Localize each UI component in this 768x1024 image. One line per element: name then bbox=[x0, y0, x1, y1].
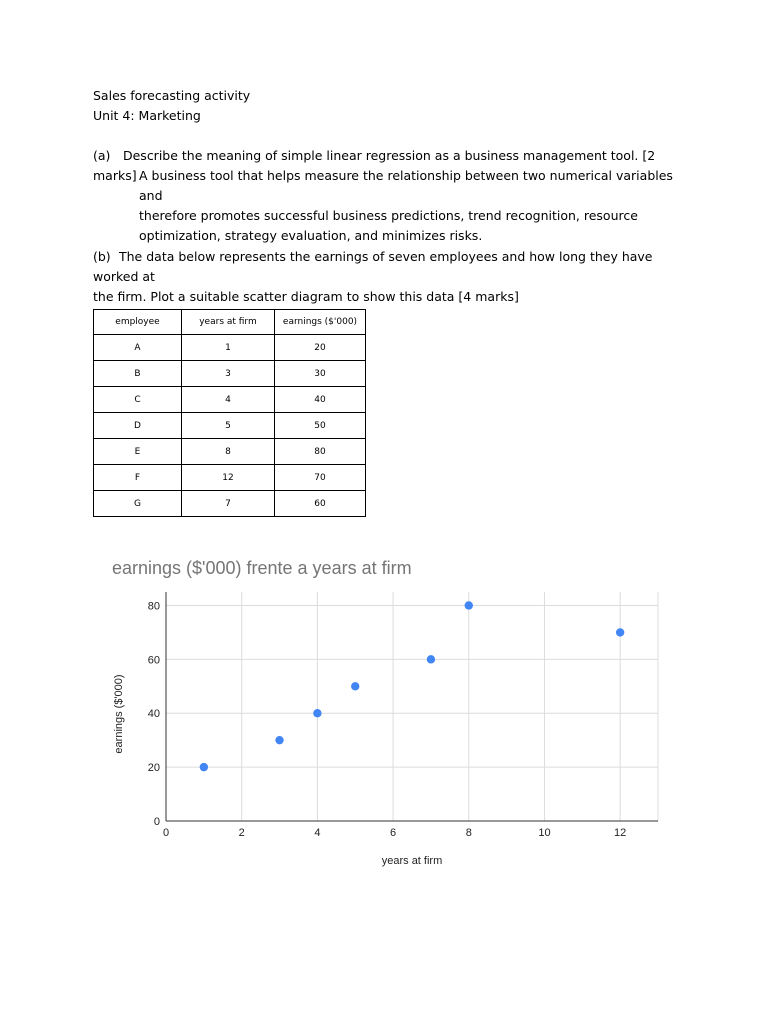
scatter-chart bbox=[0, 540, 768, 880]
table-cell: 30 bbox=[275, 361, 366, 387]
table-cell: E bbox=[94, 439, 182, 465]
table-cell: F bbox=[94, 465, 182, 491]
table-cell: 3 bbox=[182, 361, 275, 387]
answer-line: optimization, strategy evaluation, and minimizes risks. bbox=[139, 228, 483, 243]
x-tick-label: 8 bbox=[465, 827, 472, 839]
table-cell: C bbox=[94, 387, 182, 413]
x-tick-label: 4 bbox=[314, 827, 321, 839]
data-point bbox=[275, 736, 283, 744]
y-tick-labels bbox=[148, 600, 160, 828]
table-row bbox=[94, 387, 366, 413]
y-tick-label: 20 bbox=[147, 762, 160, 775]
x-tick-label: 0 bbox=[162, 827, 170, 839]
table-row bbox=[94, 413, 366, 439]
data-point bbox=[313, 709, 321, 717]
y-tick-label: 80 bbox=[147, 600, 160, 613]
data-table bbox=[93, 309, 366, 517]
question-a-label: (a) bbox=[93, 148, 111, 163]
table-cell: 7 bbox=[182, 491, 275, 517]
table-cell: B bbox=[94, 361, 182, 387]
table-cell: 40 bbox=[275, 387, 366, 413]
x-tick-label: 10 bbox=[538, 827, 551, 839]
chart-title: earnings ($'000) frente a years at firm bbox=[112, 558, 412, 578]
table-cell: 4 bbox=[182, 387, 275, 413]
table-header-row bbox=[94, 310, 366, 335]
document-title: Sales forecasting activity bbox=[93, 88, 251, 103]
table-cell: 80 bbox=[275, 439, 366, 465]
table-cell: D bbox=[94, 413, 182, 439]
table-header: years at firm bbox=[182, 310, 275, 335]
y-tick-label: 60 bbox=[147, 654, 160, 667]
table-cell: 70 bbox=[275, 465, 366, 491]
chart-grid bbox=[166, 592, 658, 821]
table-cell: 50 bbox=[275, 413, 366, 439]
table-cell: 1 bbox=[182, 335, 275, 361]
question-b bbox=[93, 247, 683, 307]
data-point bbox=[465, 601, 473, 609]
y-axis-label: earnings ($'000) bbox=[113, 674, 125, 754]
question-a-text: Describe the meaning of simple linear regression as a business management tool. [2 marks] bbox=[93, 148, 656, 183]
question-a-answer bbox=[139, 166, 679, 246]
table-cell: 20 bbox=[275, 335, 366, 361]
table-cell: 60 bbox=[275, 491, 366, 517]
x-tick-labels bbox=[163, 827, 626, 839]
answer-line: therefore promotes successful business predictions, trend recognition, resource bbox=[139, 208, 638, 223]
table-cell: A bbox=[94, 335, 182, 361]
table-header: earnings ($'000) bbox=[275, 310, 366, 335]
table-cell: 8 bbox=[182, 439, 275, 465]
data-point bbox=[616, 628, 624, 636]
table-cell: G bbox=[94, 491, 182, 517]
table-row bbox=[94, 335, 366, 361]
question-b-line: The data below represents the earnings of seven employees and how long they have worked at bbox=[93, 249, 653, 284]
y-tick-label: 40 bbox=[147, 708, 160, 721]
table-cell: 12 bbox=[182, 465, 275, 491]
x-axis-label: years at firm bbox=[381, 855, 443, 867]
table-header: employee bbox=[94, 310, 182, 335]
table-row bbox=[94, 361, 366, 387]
answer-line: A business tool that helps measure the relationship between two numerical variables and bbox=[139, 168, 673, 203]
table-row bbox=[94, 491, 366, 517]
data-point bbox=[427, 655, 435, 663]
x-tick-label: 12 bbox=[614, 827, 627, 839]
x-tick-label: 2 bbox=[238, 827, 245, 839]
unit-label: Unit 4: Marketing bbox=[93, 108, 201, 123]
y-tick-label: 0 bbox=[153, 816, 160, 828]
data-point bbox=[200, 763, 208, 771]
table-row bbox=[94, 439, 366, 465]
data-point bbox=[351, 682, 359, 690]
question-b-line: the firm. Plot a suitable scatter diagram to show this data [4 marks] bbox=[93, 289, 519, 304]
table-row bbox=[94, 465, 366, 491]
x-tick-label: 6 bbox=[390, 827, 397, 839]
question-b-label: (b) bbox=[93, 249, 111, 264]
table-cell: 5 bbox=[182, 413, 275, 439]
data-points bbox=[200, 601, 625, 771]
